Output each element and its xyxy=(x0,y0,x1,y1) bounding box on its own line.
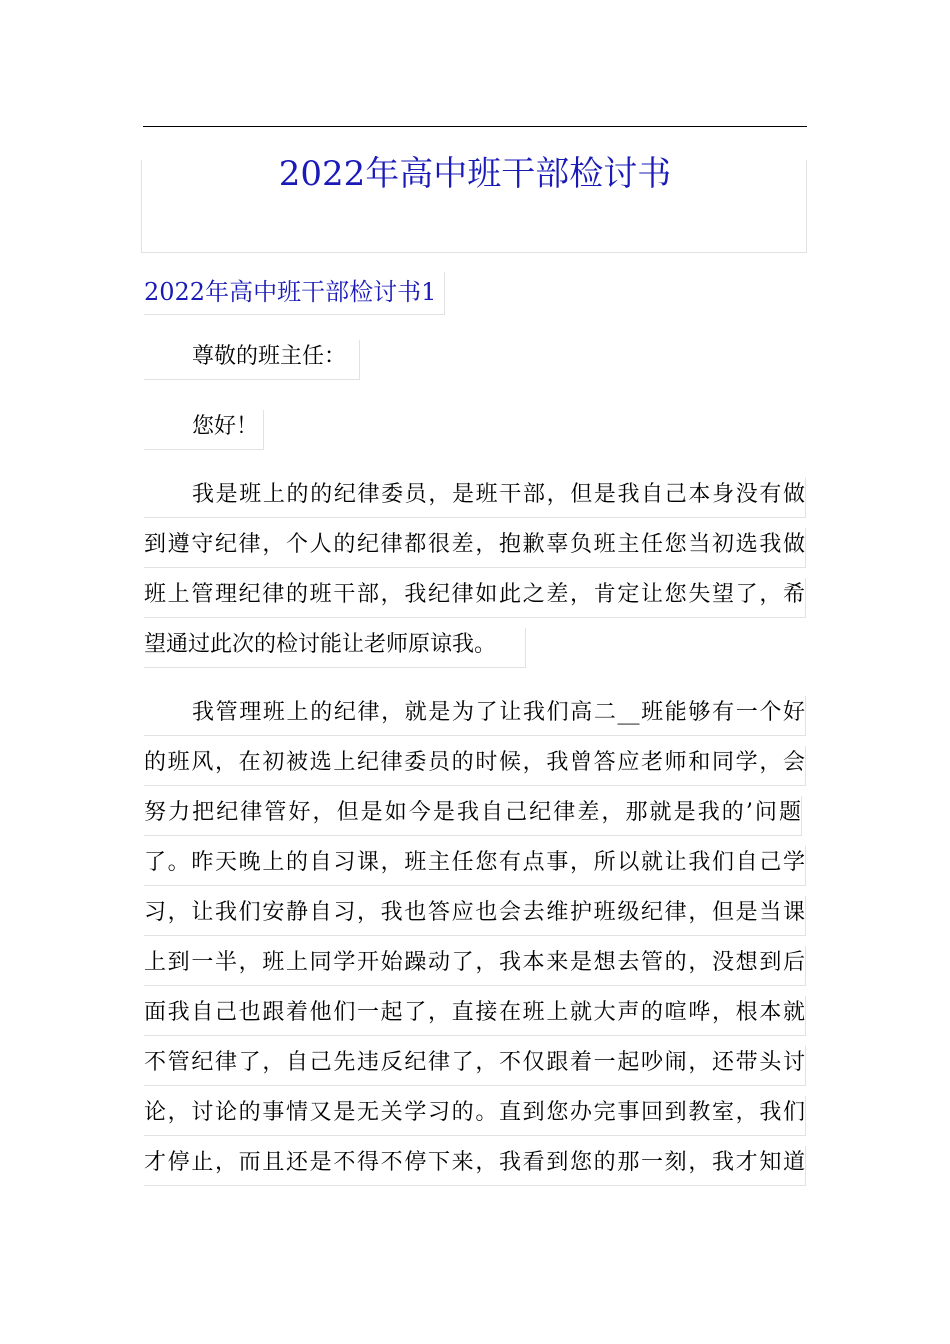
paragraph-line: 习，让我们安静自习，我也答应也会去维护班级纪律，但是当课 xyxy=(144,896,806,936)
paragraph-line: 的班风，在初被选上纪律委员的时候，我曾答应老师和同学，会 xyxy=(144,746,806,786)
paragraph-line: 到遵守纪律，个人的纪律都很差，抱歉辜负班主任您当初选我做 xyxy=(144,528,806,568)
greeting: 您好！ xyxy=(144,410,264,450)
paragraph-line: 了。昨天晚上的自习课，班主任您有点事，所以就让我们自己学 xyxy=(144,846,806,886)
paragraph-line: 班上管理纪律的班干部，我纪律如此之差，肯定让您失望了，希 xyxy=(144,578,806,618)
paragraph-line: 我管理班上的纪律，就是为了让我们高二__班能够有一个好 xyxy=(144,696,806,736)
header-rule xyxy=(143,126,807,127)
document-title: 2022年高中班干部检讨书 xyxy=(278,154,672,194)
paragraph-line: 不管纪律了，自己先违反纪律了，不仅跟着一起吵闹，还带头讨 xyxy=(144,1046,806,1086)
paragraph-line: 努力把纪律管好，但是如今是我自己纪律差，那就是我的’问题 xyxy=(144,796,802,836)
salutation: 尊敬的班主任： xyxy=(144,340,360,380)
section-heading: 2022年高中班干部检讨书1 xyxy=(144,272,445,315)
paragraph-line: 我是班上的的纪律委员，是班干部，但是我自己本身没有做 xyxy=(144,478,806,518)
paragraph-line: 面我自己也跟着他们一起了，直接在班上就大声的喧哗，根本就 xyxy=(144,996,806,1036)
paragraph-line: 上到一半，班上同学开始躁动了，我本来是想去管的，没想到后 xyxy=(144,946,806,986)
paragraph-line: 望通过此次的检讨能让老师原谅我。 xyxy=(144,628,526,668)
paragraph-line: 才停止，而且还是不得不停下来，我看到您的那一刻，我才知道 xyxy=(144,1146,806,1186)
paragraph-line: 论，讨论的事情又是无关学习的。直到您办完事回到教室，我们 xyxy=(144,1096,806,1136)
